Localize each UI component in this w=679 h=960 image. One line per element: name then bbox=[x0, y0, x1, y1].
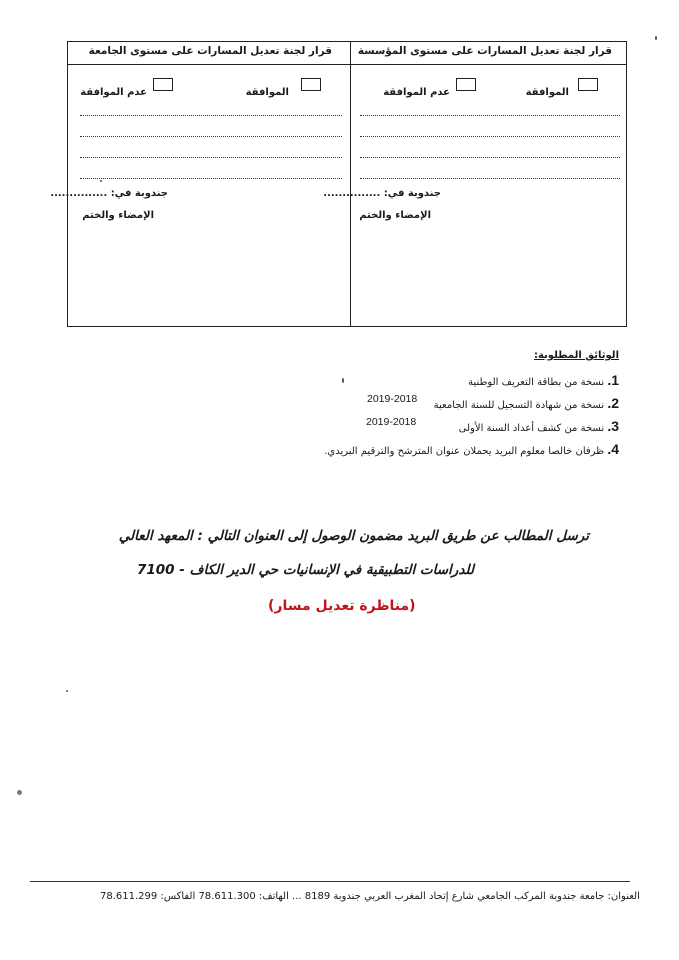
university-approve-label: الموافقة bbox=[245, 87, 289, 98]
required-doc-number: 4. bbox=[607, 441, 619, 457]
institution-notes-line[interactable] bbox=[360, 115, 620, 116]
scan-speck bbox=[100, 180, 102, 182]
university-notes-line[interactable] bbox=[80, 136, 342, 137]
institution-approve-checkbox[interactable] bbox=[578, 78, 598, 91]
required-doc-item bbox=[468, 372, 619, 388]
scan-speck bbox=[17, 790, 22, 795]
university-signature-label: الإمضاء والختم bbox=[82, 210, 154, 221]
required-doc-text: نسخة من شهادة التسجيل للسنة الجامعية bbox=[433, 400, 605, 411]
institution-notes-line[interactable] bbox=[360, 178, 620, 179]
mailing-notice-line-1: ترسل المطالب عن طريق البريد مضمون الوصول إلى العنوان التالي : المعهد العالي bbox=[118, 528, 589, 544]
university-notes-line[interactable] bbox=[80, 178, 342, 179]
institution-approve-label: الموافقة bbox=[525, 87, 569, 98]
university-reject-checkbox[interactable] bbox=[153, 78, 173, 91]
university-notes-line[interactable] bbox=[80, 115, 342, 116]
required-docs-title: الوثائق المطلوبة: bbox=[533, 350, 619, 361]
institution-reject-checkbox[interactable] bbox=[456, 78, 476, 91]
institution-signature-label: الإمضاء والختم bbox=[359, 210, 431, 221]
university-place-date: جندوبة في: ............... bbox=[50, 188, 168, 199]
competition-note: (مناظرة تعديل مسار) bbox=[268, 598, 416, 614]
required-doc-year: 2019-2018 bbox=[366, 416, 417, 428]
university-reject-label: عدم الموافقة bbox=[80, 87, 147, 98]
institution-notes-line[interactable] bbox=[360, 157, 620, 158]
institution-reject-label: عدم الموافقة bbox=[383, 87, 450, 98]
required-doc-number: 3. bbox=[607, 418, 619, 434]
column-divider bbox=[350, 42, 351, 326]
mailing-notice-line-2: للدراسات التطبيقية في الإنسانيات حي الدير الكاف - 7100 bbox=[136, 562, 474, 578]
decision-table bbox=[50, 41, 627, 327]
required-doc-number: 2. bbox=[607, 395, 619, 411]
required-doc-text: نسخة من بطاقة التعريف الوطنية bbox=[468, 377, 605, 388]
required-doc-item bbox=[434, 395, 619, 411]
institution-place-date: جندوبة في: ............... bbox=[323, 188, 441, 199]
footer-address: العنوان: جامعة جندوبة المركب الجامعي شارع إتحاد المغرب العربي جندوبة 8189 ... الهاتف: 78.611.300 الفاكس: 78.611.299 bbox=[100, 891, 640, 902]
required-doc-text: ظرفان خالصا معلوم البريد يحملان عنوان المترشح والترقيم البريدي. bbox=[324, 446, 605, 457]
scan-speck bbox=[655, 36, 657, 40]
university-committee-header: قرار لجنة تعديل المسارات على مستوى الجامعة bbox=[88, 45, 332, 57]
required-doc-text: نسخة من كشف أعداد السنة الأولى bbox=[458, 423, 605, 434]
required-doc-number: 1. bbox=[607, 372, 619, 388]
scan-speck bbox=[342, 378, 344, 383]
institution-notes-line[interactable] bbox=[360, 136, 620, 137]
scan-speck bbox=[66, 690, 68, 692]
required-doc-year: 2019-2018 bbox=[367, 393, 418, 405]
university-approve-checkbox[interactable] bbox=[301, 78, 321, 91]
institution-committee-header: قرار لجنة تعديل المسارات على مستوى المؤسسة bbox=[357, 45, 612, 57]
footer-divider bbox=[30, 881, 630, 882]
required-doc-item bbox=[459, 418, 619, 434]
required-doc-item bbox=[324, 441, 619, 457]
university-notes-line[interactable] bbox=[80, 157, 342, 158]
